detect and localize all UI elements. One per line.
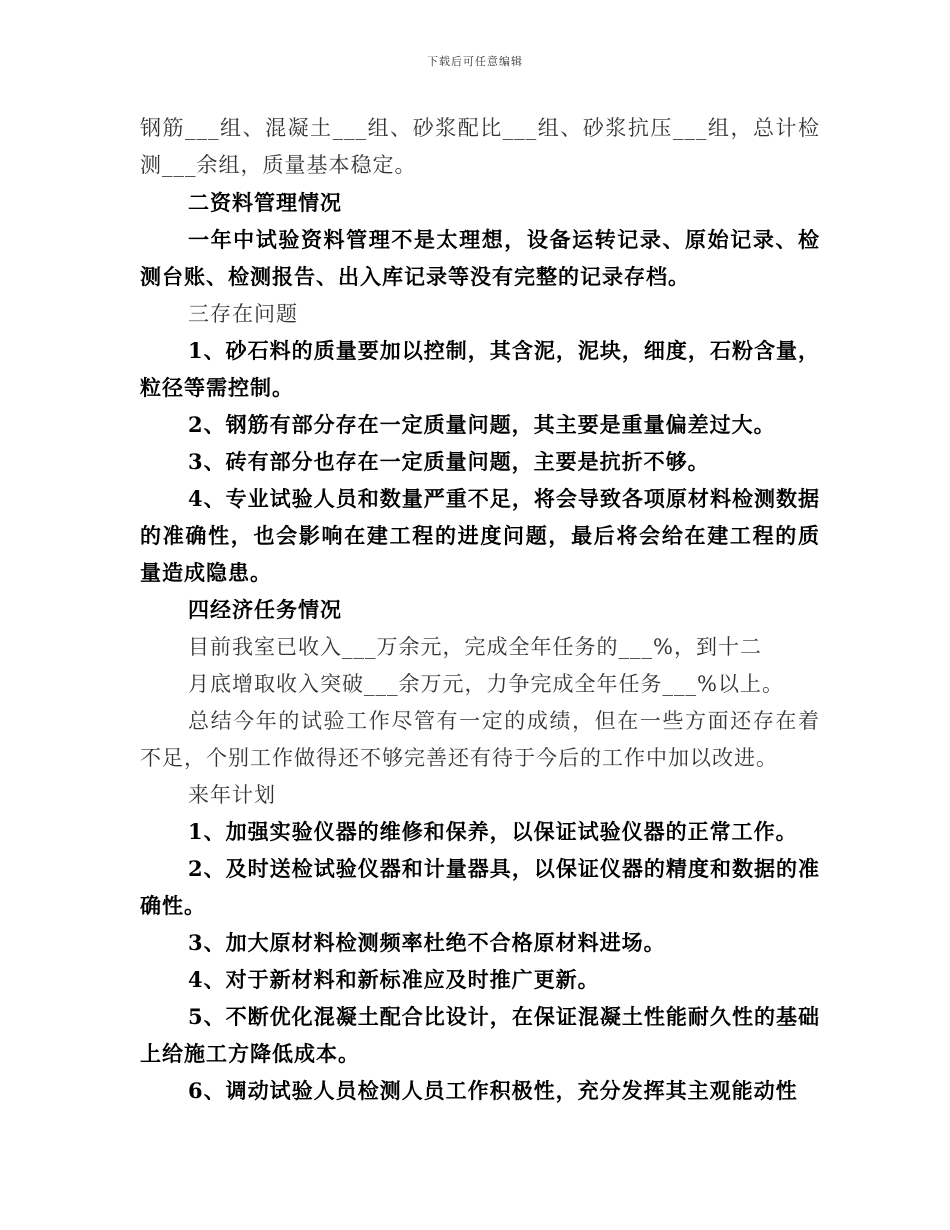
text-line: 1、加强实验仪器的维修和保养，以保证试验仪器的正常工作。 [188, 819, 798, 844]
text-line: 4、对于新材料和新标准应及时推广更新。 [188, 967, 600, 992]
text-line: 的准确性，也会影响在建工程的进度问题，最后将会给在建工程的质 [140, 523, 820, 548]
text-line: 月底增取收入突破___余万元，力争完成全年任务___%以上。 [188, 672, 784, 696]
text-line: 粒径等需控制。 [140, 375, 294, 400]
text-line: 测台账、检测报告、出入库记录等没有完整的记录存档。 [140, 264, 690, 289]
text-line: 2、及时送检试验仪器和计量器具，以保证仪器的精度和数据的准 [188, 856, 820, 881]
text-line: 量造成隐患。 [140, 560, 272, 585]
text-line: 总结今年的试验工作尽管有一定的成绩，但在一些方面还存在着 [188, 709, 820, 733]
section-heading: 来年计划 [188, 783, 276, 807]
text-line: 3、加大原材料检测频率杜绝不合格原材料进场。 [188, 930, 666, 955]
header-note: 下载后可任意编辑 [427, 55, 523, 68]
text-line: 5、不断优化混凝土配合比设计，在保证混凝土性能耐久性的基础 [188, 1004, 820, 1029]
text-line: 6、调动试验人员检测人员工作积极性，充分发挥其主观能动性 [188, 1078, 798, 1103]
text-line: 3、砖有部分也存在一定质量问题，主要是抗折不够。 [188, 449, 710, 474]
text-line: 不足，个别工作做得还不够完善还有待于今后的工作中加以改进。 [140, 746, 778, 770]
text-line: 上给施工方降低成本。 [140, 1041, 360, 1066]
text-line: 确性。 [140, 893, 206, 918]
section-heading: 二资料管理情况 [188, 190, 342, 215]
text-line: 钢筋___组、混凝土___组、砂浆配比___组、砂浆抗压___组，总计检 [140, 116, 820, 140]
text-line: 2、钢筋有部分存在一定质量问题，其主要是重量偏差过大。 [188, 412, 776, 437]
text-line: 4、专业试验人员和数量严重不足，将会导致各项原材料检测数据 [188, 486, 820, 511]
text-line: 测___余组，质量基本稳定。 [140, 153, 417, 177]
text-line: 目前我室已收入___万余元，完成全年任务的___%，到十二 [188, 635, 762, 659]
text-line: 1、砂石料的质量要加以控制，其含泥，泥块，细度，石粉含量， [188, 338, 820, 363]
section-heading: 四经济任务情况 [188, 597, 342, 622]
section-heading: 三存在问题 [188, 302, 298, 326]
text-line: 一年中试验资料管理不是太理想，设备运转记录、原始记录、检 [188, 227, 820, 252]
